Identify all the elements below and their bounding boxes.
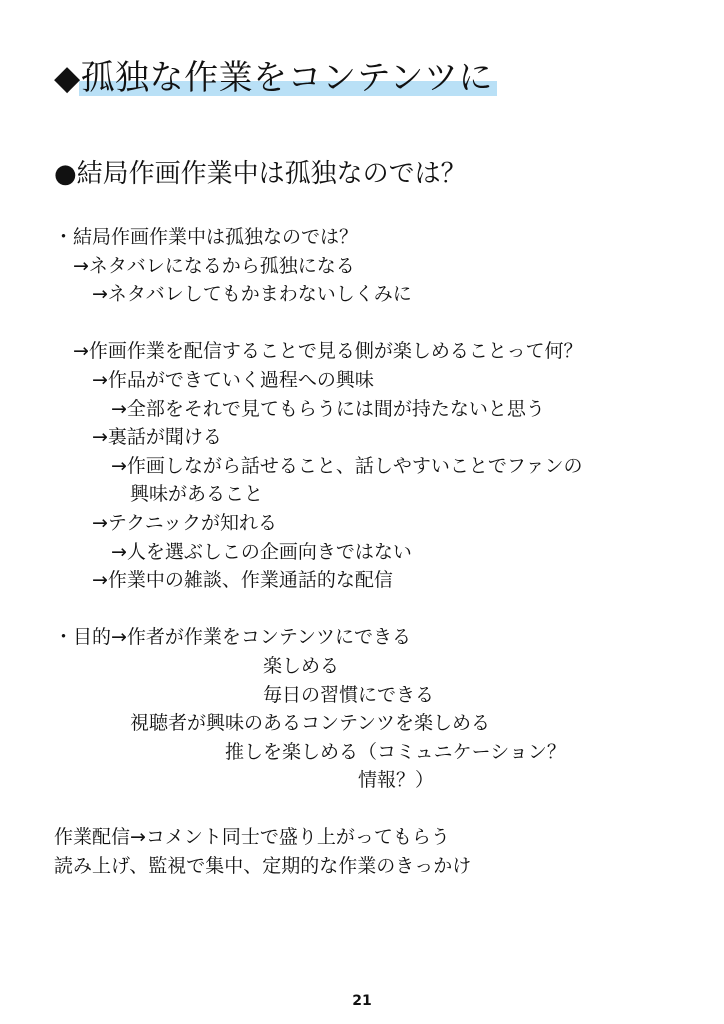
text-line: →裏話が聞ける xyxy=(54,426,222,449)
text-line: 作業配信→コメント同士で盛り上がってもらう xyxy=(54,826,450,849)
text-line: →テクニックが知れる xyxy=(54,511,278,534)
text-line: 毎日の習慣にできる xyxy=(54,683,435,706)
body-text xyxy=(54,223,583,881)
text-line: →ネタバレしてもかまわないしくみに xyxy=(54,283,412,306)
text-line: 推しを楽しめる（コミュニケーション？ xyxy=(54,740,566,763)
section-heading: ●結局作画作業中は孤独なのでは？ xyxy=(54,159,467,189)
text-line: →作画作業を配信することで見る側が楽しめることって何？ xyxy=(54,340,583,363)
text-line: →人を選ぶしこの企画向きではない xyxy=(54,540,412,563)
text-line: 情報？） xyxy=(54,769,435,792)
text-line: 楽しめる xyxy=(54,654,340,677)
text-line: 視聴者が興味のあるコンテンツを楽しめる xyxy=(54,712,491,735)
text-line: ・結局作画作業中は孤独なのでは？ xyxy=(54,226,359,248)
text-line: →全部をそれで見てもらうには間が持たないと思う xyxy=(54,397,545,420)
title-text: 孤独な作業をコンテンツに xyxy=(80,58,493,98)
page-number: 21 xyxy=(352,993,372,1009)
text-line: 興味があること xyxy=(54,483,264,506)
text-line: ・目的→作者が作業をコンテンツにできる xyxy=(54,626,411,649)
blank-line xyxy=(54,795,583,824)
text-line: →ネタバレになるから孤独になる xyxy=(54,254,355,277)
text-line: →作画しながら話せること、話しやすいことでファンの xyxy=(54,454,583,477)
text-line: 読み上げ、監視で集中、定期的な作業のきっかけ xyxy=(54,855,472,878)
page-title xyxy=(54,56,493,100)
blank-line xyxy=(54,595,583,624)
text-line: →作業中の雑談、作業通話的な配信 xyxy=(54,569,393,592)
text-line: →作品ができていく過程への興味 xyxy=(54,368,374,391)
diamond-bullet-icon: ◆ xyxy=(54,58,81,98)
blank-line xyxy=(54,309,583,338)
